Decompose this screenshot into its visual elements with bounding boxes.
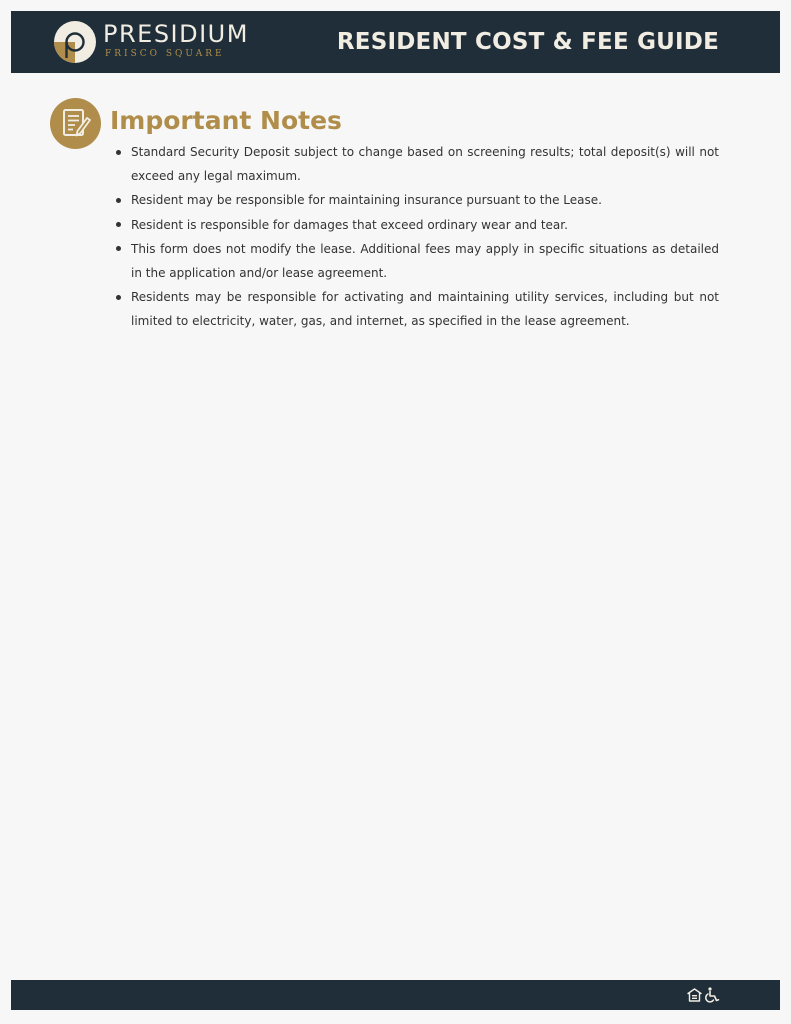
- header-bar: [11, 11, 780, 73]
- list-item: Resident is responsible for damages that exceed ordinary wear and tear.: [131, 213, 719, 237]
- list-item: This form does not modify the lease. Additional fees may apply in specific situations as detailed in the application and/or lease agreement.: [131, 237, 719, 285]
- notes-list: [131, 140, 719, 334]
- page-title: RESIDENT COST & FEE GUIDE: [336, 29, 719, 55]
- list-item: Resident may be responsible for maintaining insurance pursuant to the Lease.: [131, 188, 719, 212]
- list-item: Standard Security Deposit subject to change based on screening results; total deposit(s) will not exceed any legal maximum.: [131, 140, 719, 188]
- footer-bar: [11, 980, 780, 1010]
- accessibility-icon: [704, 987, 720, 1003]
- brand-name: PRESIDIUM: [103, 20, 249, 48]
- document-pen-icon: [50, 98, 101, 149]
- brand-subtitle: FRISCO SQUARE: [105, 49, 225, 59]
- presidium-logo-icon: [53, 20, 97, 64]
- list-item: Residents may be responsible for activating and maintaining utility services, including but not limited to electricity, water, gas, and internet, as specified in the lease agreement.: [131, 285, 719, 333]
- section-title: Important Notes: [110, 106, 342, 135]
- equal-housing-icon: [687, 988, 702, 1002]
